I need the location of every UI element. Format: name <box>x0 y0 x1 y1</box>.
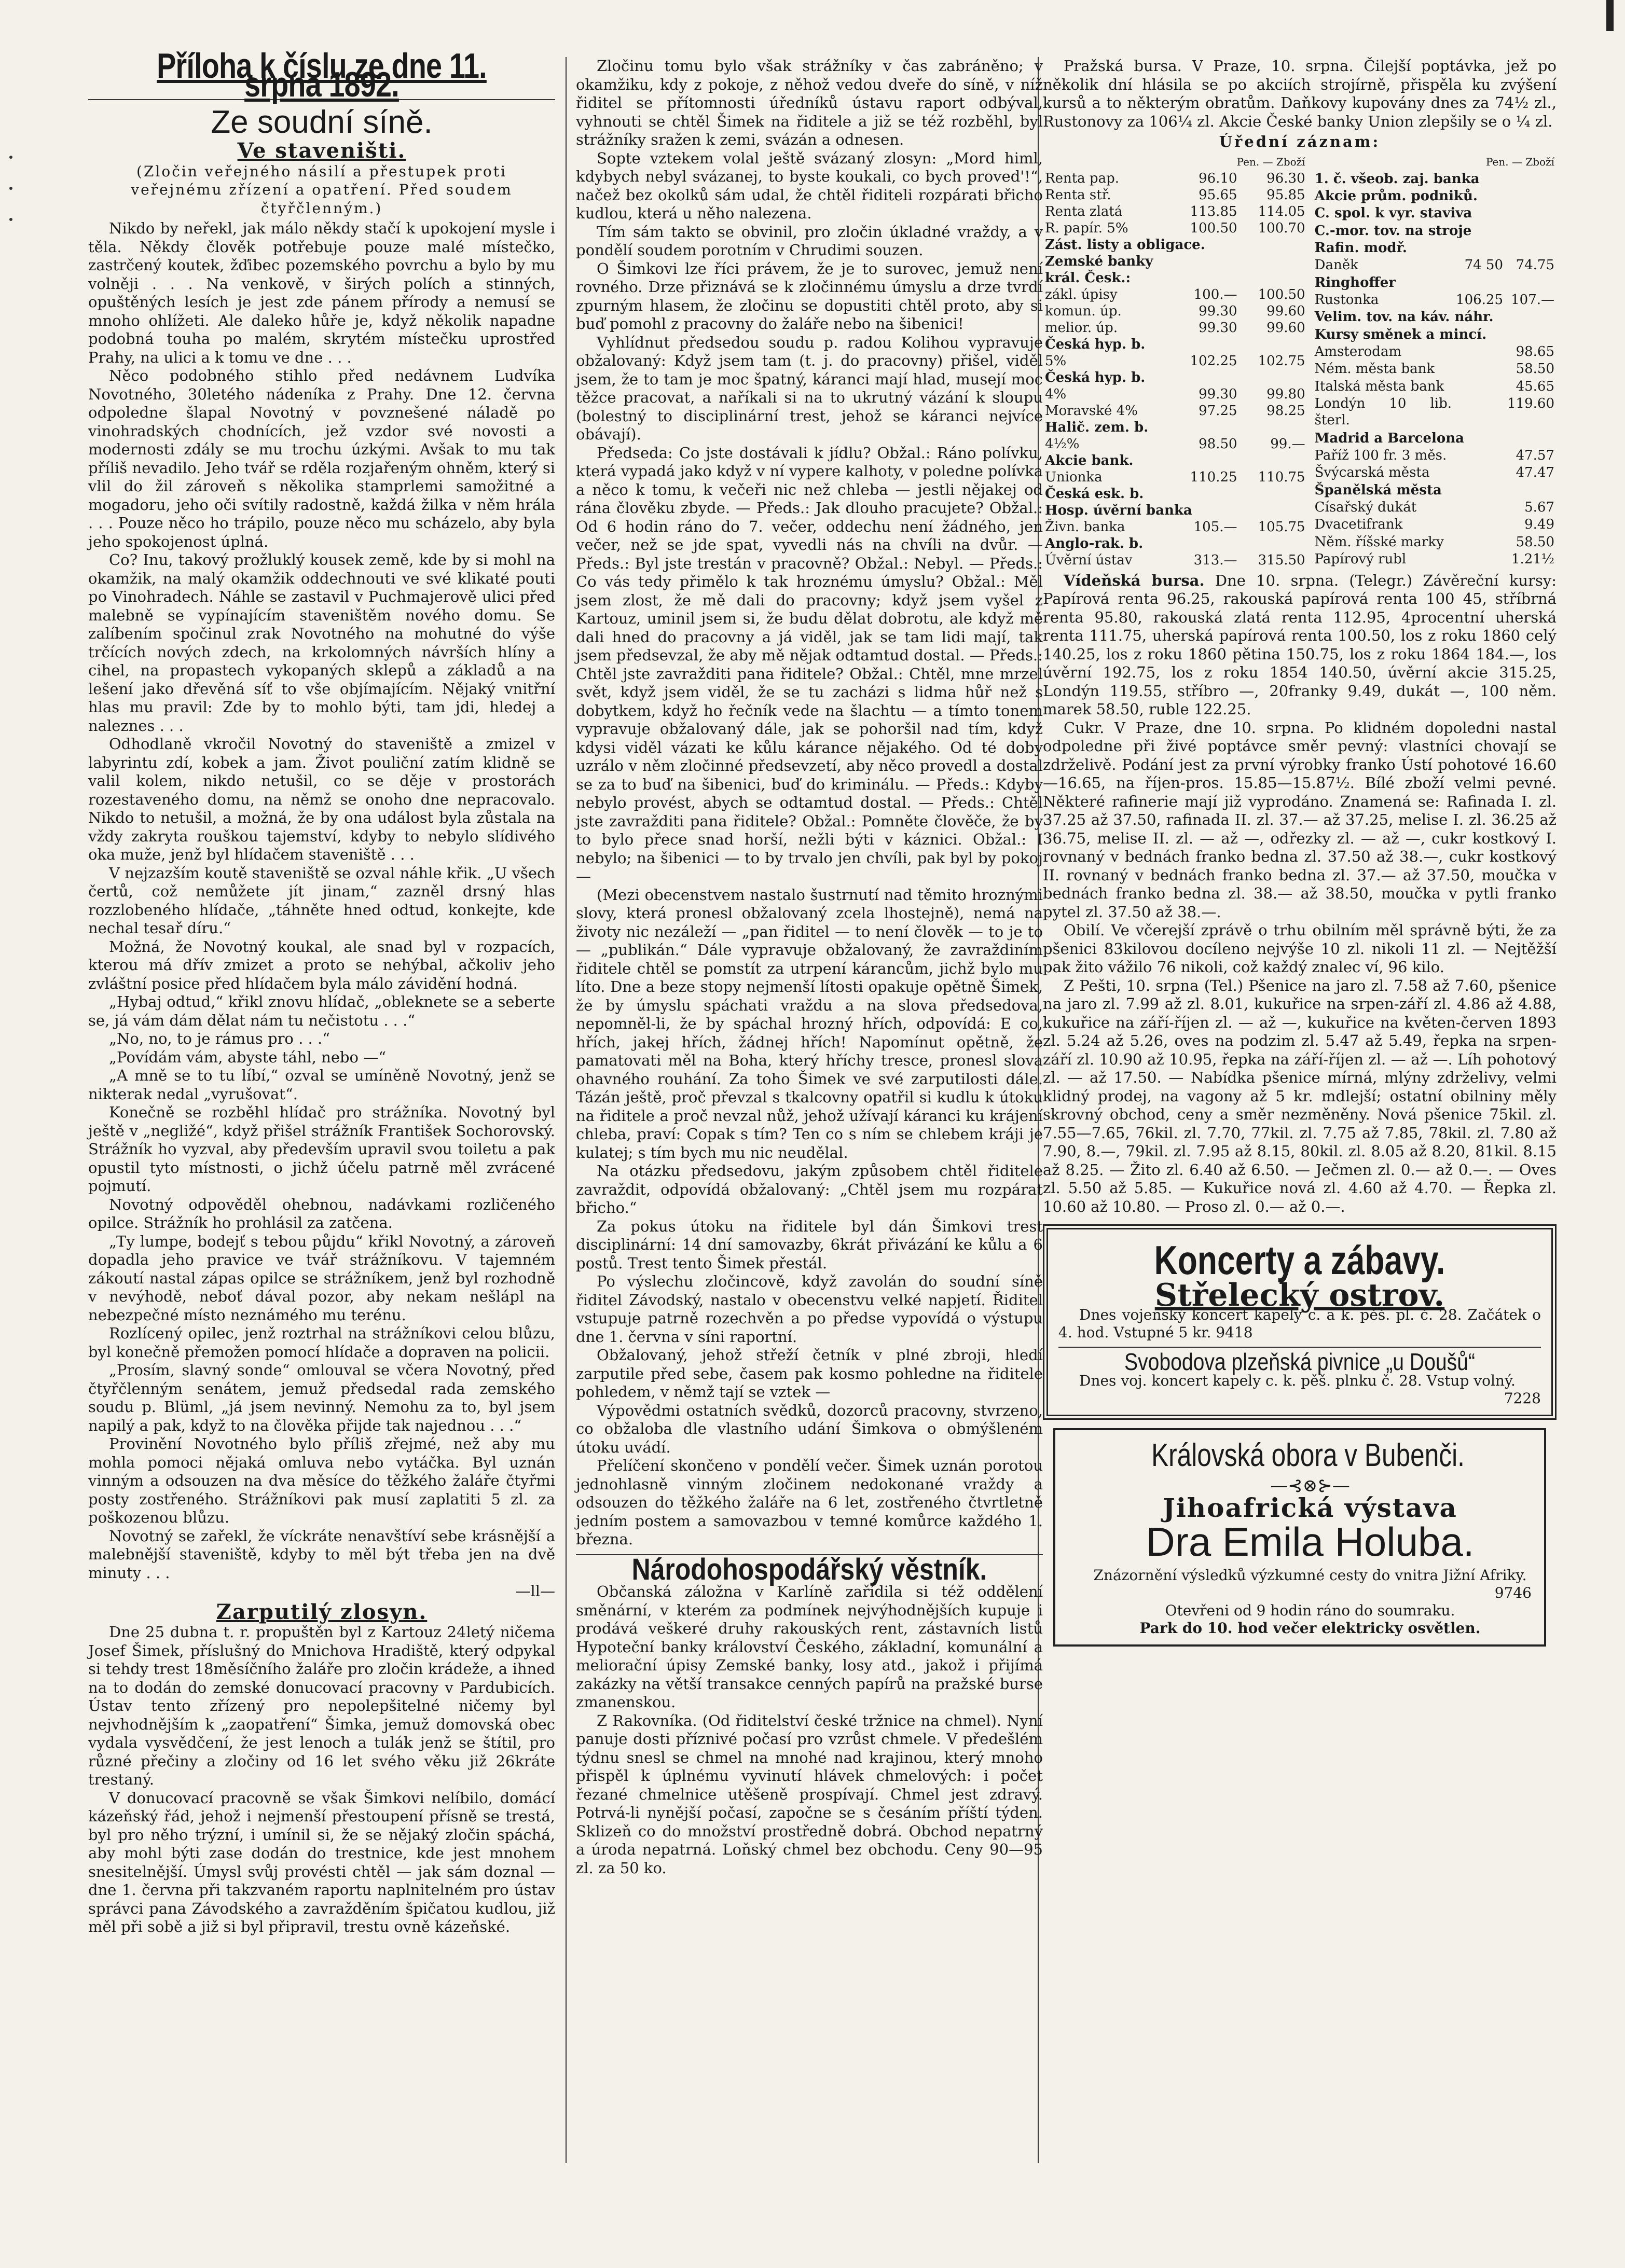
ornament: —⊰⊗⊱— <box>1270 1475 1350 1496</box>
rate-label: Ném. města bank <box>1314 361 1435 377</box>
rate-value: 99.60 <box>1266 303 1305 319</box>
rate-value <box>1454 447 1505 464</box>
advert-text: Otevřeni od 9 hodin ráno do soumraku. <box>1165 1602 1455 1619</box>
rate-label: Renta pap. <box>1045 170 1119 186</box>
rate-label: melior. úp. <box>1045 320 1118 336</box>
rate-row <box>1313 482 1557 499</box>
advert-subtitle: Svobodova plzeňská pivnice „u Doušů“ <box>1124 1348 1475 1375</box>
paragraph: Novotný se zařekl, že víckráte nenavštíví sebe krásnější a malebnější staveniště, kdyby to měl být třeba jen na dvě minuty . . . <box>88 1527 555 1582</box>
paragraph: „A mně se to tu líbí,“ ozval se umíněně Novotný, jenž se nikterak nedal „vyrušovat“. <box>88 1067 555 1103</box>
paragraph: Rozlícený opilec, jenž roztrhal na strážníkovi celou blůzu, byl konečně přemožen pomocí hlídače a dopraven na policii. <box>88 1324 555 1361</box>
column-1 <box>88 46 555 1937</box>
rate-label: Ringhoffer <box>1314 274 1396 291</box>
rate-value <box>1454 378 1505 395</box>
signature: —ll— <box>515 1582 555 1600</box>
paragraph: Dne 25 dubna t. r. propuštěn byl z Kartouz 24letý ničema Josef Šimek, příslušný do Mnichova Hradiště, který odpykal si tehdy trest 18měsíčního žaláře pro zločin krádeže, a ihned na to dodán do zemské donucovací pracovny v Pardubicích. Ústav tento zřízený pro nepolepšitelné ničemy byl nejvhodnějším k „zaopatření“ Šimka, jemuž domovská obec vydala vysvědčení, že jest lenoch a tulák jenž se štítil, pro různé přečiny a zločiny od 16 let svého věku již 26kráte trestaný. <box>88 1623 555 1788</box>
rate-value: 47.57 <box>1516 448 1554 464</box>
rate-value: 5.67 <box>1524 500 1554 516</box>
rate-label: Papírový rubl <box>1314 551 1407 568</box>
paragraph: Novotný odpověděl ohebnou, nadávkami rozličeného opilce. Strážník ho prohlásil za zatčena. <box>88 1195 555 1232</box>
rates-table-right <box>1313 154 1557 569</box>
section-title: Ze soudní síně. <box>211 104 433 140</box>
rate-value: 106.25 <box>1456 292 1504 308</box>
rate-row <box>1313 326 1557 343</box>
table-head: Pen. — Zboží <box>1485 155 1554 168</box>
rate-value: 315.50 <box>1258 552 1305 568</box>
rate-label: Hosp. úvěrní banka <box>1045 502 1192 518</box>
rate-value: 99.30 <box>1199 320 1237 336</box>
rate-row <box>1313 188 1557 205</box>
rate-row <box>1043 502 1307 519</box>
rate-value <box>1454 464 1505 481</box>
rate-row <box>1043 270 1307 286</box>
rate-label: Česká hyp. b. <box>1045 336 1146 352</box>
rate-row <box>1043 519 1307 535</box>
rate-row <box>1043 486 1307 502</box>
rate-label: Amsterodam <box>1314 344 1402 360</box>
rate-row <box>1043 552 1307 569</box>
rate-value: 74 50 <box>1464 257 1504 273</box>
rate-value: 96.30 <box>1266 170 1305 186</box>
rate-label: Něm. říšské marky <box>1314 534 1444 550</box>
advert-text: Dnes voj. koncert kapely c. k. pěš. plnku č. 28. Vstup volný. <box>1079 1372 1516 1389</box>
article-subtitle: (Zločin veřejného násilí a přestupek proti veřejnému zřízení a opatření. Před soudem čtyřčlenným.) <box>131 162 513 217</box>
rate-label: Španělská města <box>1314 482 1442 498</box>
rate-value <box>1454 551 1505 568</box>
rate-value: 99.— <box>1270 436 1305 452</box>
rate-value: 58.50 <box>1516 534 1554 550</box>
rate-row <box>1313 257 1557 274</box>
paragraph: Sopte vztekem volal ještě svázaný zlosyn: „Mord himl, kdybych nebyl svázanej, to byste koukali, co bych proved'!“, načež bez okolků sám udal, že chtěl řiditeli rozpárati břicho kudlou, která u něho nalezena. <box>576 149 1043 222</box>
rates-table-left <box>1043 154 1307 569</box>
rate-value: 47.47 <box>1516 465 1554 481</box>
paragraph: O Šimkovi lze říci právem, že je to surovec, jemuž není rovného. Drze přiznává se k zločinnému úmyslu a drze tvrdí zpurným hlasem, že zločinu se dopustiti chtěl proto, aby si buď pomohl z pracovny do žaláře nebo na šibenici! <box>576 259 1043 333</box>
advert-title: Královská obora v Bubenči. <box>1151 1437 1465 1473</box>
rate-label: Akcie prům. podniků. <box>1314 188 1478 204</box>
rate-value: 313.— <box>1193 552 1237 568</box>
rate-label: Velim. tov. na káv. náhr. <box>1314 309 1494 325</box>
rate-label: Paříž 100 fr. 3 měs. <box>1314 448 1447 464</box>
rate-row <box>1043 320 1307 336</box>
rate-value: 102.75 <box>1258 353 1305 369</box>
advert-title: Koncerty a zábavy. <box>1154 1237 1445 1283</box>
paragraph: Co? Inu, takový prožluklý kousek země, kde by si mohl na okamžik, na malý okamžik oddechnouti ve své klikaté pouti po Vinohradech. Náhle se zastavil v Puchmajerově ulici před malebně se vypínajícím staveništěm nového domu. Se zalíbením spočinul zrak Novotného na mohutné do výše trčících nových zdech, na krkolomných návrších hlíny a cihel, na propastech vykopaných sklepů a základů a na lešení jako dřevěná síť to vše objímajícím. Nějaký vnitřní hlas mu pravil: Zde by to mohlo býti, tam jdi, hledej a naleznes . . . <box>88 551 555 735</box>
rate-row <box>1313 516 1557 533</box>
rate-row <box>1313 240 1557 257</box>
rate-label: Česká hyp. b. <box>1045 369 1146 385</box>
advert-text: Park do 10. hod večer elektricky osvětlen. <box>1139 1620 1481 1637</box>
paragraph: „Ty lumpe, bodejť s tebou půjdu“ křikl Novotný, a zároveň dopadla jeho pravice ve tvář strážníkovu. V tajemném zákoutí nastal zápas opilce se strážníkem, jenž byl rozhodně v nevýhodě, neboť dával pozor, aby nekam nešlápl na nebezpečné místo neznámého mu terénu. <box>88 1232 555 1324</box>
rate-row <box>1313 464 1557 481</box>
advert-subtitle: Střelecký ostrov. <box>1154 1277 1445 1313</box>
column-rule <box>566 57 567 2163</box>
rate-label: komun. úp. <box>1045 303 1122 319</box>
paragraph: Něco podobného stihlo před nedávnem Ludvíka Novotného, 30letého nádeníka z Prahy. Dne 12. června odpoledne šlapal Novotný v povznešené náladě po vinohradských chodnících, jež vzdor své novosti a modernosti zdály se mu trochu úzkými. Avšak to mu tak příliš nevadilo. Jeho tvář se rděla rozjařeným ohněm, který si vlil do žil zároveň s několika stamprlemi samožitné a mogadoru, jeho oči svítily radostně, každá žilka v něm hrála . . . Pouze něco ho trápilo, pouze něco mu scházelo, aby byla jeho spokojenost úplná. <box>88 367 555 550</box>
rate-row <box>1043 286 1307 303</box>
rate-value: 74.75 <box>1516 257 1554 273</box>
rate-label: 4½% <box>1045 436 1080 452</box>
table-head: Pen. — Zboží <box>1236 155 1305 168</box>
rate-row <box>1313 223 1557 240</box>
rate-value <box>1454 499 1505 516</box>
rate-row <box>1043 203 1307 220</box>
rate-value <box>1454 395 1505 430</box>
rate-value <box>1454 534 1505 551</box>
margin-dot <box>9 156 12 159</box>
article-title: Zarputilý zlosyn. <box>216 1599 428 1624</box>
paragraph: Z Rakovníka. (Od řiditelství české tržnice na chmel). Nyní panuje dosti příznivé počasí pro vzrůst chmele. V předešlém týdnu snesl se chmel na mnohé nad krajinou, který mnoho přispěl k úplnému vyvinutí hlávek chmelových: i počet řezané chmelnice utěšeně prospívají. Chmel jest zdravý. Potrvá-li nynější počasí, započne se s česáním příští týden. Sklizeň co do množství prostředně dobrá. Obchod nepatrný a úroda nepatrná. Loňský chmel bez obchodu. Ceny 90—95 zl. za 50 ko. <box>576 1711 1043 1877</box>
rate-value: 105.75 <box>1258 519 1305 535</box>
rate-row <box>1043 535 1307 552</box>
paragraph: Předseda: Co jste dostávali k jídlu? Obžal.: Ráno polívku, která vypadá jako když v ní vypere kalhoty, v poledne polívka a něco k tomu, k večeři nic než chleba — jestli nějakej od rána člověku zbyde. — Předs.: Jak dlouho pracujete? Obžal.: Od 6 hodin ráno do 7. večer, oddechu není žádného, jen večer, než se jde spat, vyvedli nás na chvíli na dvůr. — Předs.: Byl jste trestán v pracovně? Obžal.: Nebyl. — Předs.: Co vás tedy přimělo k tak hroznému úmyslu? Obžal.: Měl jsem zlost, že mě dali do pracovny; když jsem vyšel z Kartouz, uminil jsem si, že budu dělat dobrotu, ale když mě dali hned do pracovny a já viděl, jak se tam lidi mají, tak jsem předsevzal, že aby mě nějak odtamtud dostal. — Předs.: Chtěl jste zavražditi pana řiditele? Obžal.: Chtěl, mne mrzel svět, když jsem viděl, že se tu zacházi s lidma hůř než s dobytkem, když ho řečník vede na šlachtu — a tímto tonem vypravuje obžalovaný dále, jak se pohoršil nad tím, když kdysi viděl vázati ke kůlu kárance nějakého. Od té doby uzrálo v něm zločinné předsevzetí, aby něco provedl a dostal se za to buď na šibenici, buď do kriminálu. — Předs.: Kdyby nebylo provést, abych se odtamtud dostal. — Předs.: Chtěl jste zavražditi pana řiditele? Obžal.: Pomněte člověče, že by to bylo přece snad horší, nežli býti v káznici. Obžal.: I nebylo; na šibenici — to by trvalo jen chvíli, pak byl by pokoj — <box>576 444 1043 885</box>
rate-label: král. Česk.: <box>1045 270 1131 286</box>
rate-value: 100.50 <box>1258 286 1305 302</box>
rate-row <box>1043 469 1307 486</box>
rate-row <box>1043 237 1307 253</box>
rate-label: Madrid a Barcelona <box>1314 430 1464 446</box>
advert-number: 7228 <box>1504 1390 1541 1407</box>
paragraph: Vyhlídnut předsedou soudu p. radou Kolihou vypravuje obžalovaný: Když jsem tam (t. j. do pracovny) přišel, viděl jsem, že to tam je moc špatný, káranci mají hlad, musejí moc těžce pracovat, a naříkali si na to ukrutný vázání k sloupu (bolestný to disciplinární trest, jehož se káranci nejvíce obávají). <box>576 333 1043 443</box>
paragraph: Výpovědmi ostatních svědků, dozorců pracovny, stvrzeno, co obžaloba dle vlastního udání Šimkova o obmýšleném útoku uvádí. <box>576 1401 1043 1456</box>
rate-row <box>1313 343 1557 361</box>
rate-value: 9.49 <box>1524 517 1554 533</box>
rate-value: 99.30 <box>1199 386 1237 402</box>
vienna-text: Dne 10. srpna. (Telegr.) Závěreční kursy: Papírová renta 96.25, rakouská papírová renta 100 45, stříbrná renta 95.80, rakouská zlatá renta 112.95, 4procentní uherská renta 111.75, uherská papírová renta 100.50, los z roku 1860 celý 140.25, los z roku 1860 pětina 150.75, los z roku 1864 184.—, los úvěrní 192.75, los z roku 1854 140.50, úvěrní akcie 315.25, Londýn 119.55, stříbro —, 20franky 9.49, dukát —, 100 něm. marek 58.50, ruble 122.25. <box>1043 571 1557 718</box>
paragraph: Cukr. V Praze, dne 10. srpna. Po klidném dopoledni nastal odpoledne při živé poptávce směr pevný: vlastníci chovají se zdrželivě. Podání jest za první výrobky franko Ústí pohotové 16.60—16.65, na říjen-pros. 15.85—15.87½. Bílé zboží velmi pevné. Některé rafinerie mají již vyprodáno. Znamená se: Rafinada I. zl. 37.25 až 37.50, rafinada II. zl. 37.— až 37.25, melise I. zl. 36.25 až 36.75, melise II. zl. — až —, odřezky zl. — až —, cukr kostkový I. rovnaný v bednách franko bedna zl. 37.50 až 38.—, cukr kostkový II. rovnaný v bednách franko bedna zl. 37.— až 37.50, moučka v bednách franko bedna zl. 38.— až 38.50, moučka v pytli franko pytel zl. 37.50 až 38.—. <box>1043 718 1557 921</box>
rate-label: C. spol. k vyr. staviva <box>1314 205 1472 222</box>
rate-label: C.-mor. tov. na stroje <box>1314 223 1472 239</box>
economy-title: Národohospodářský věstník. <box>631 1552 987 1586</box>
rate-row <box>1043 303 1307 320</box>
rate-row <box>1313 309 1557 326</box>
rate-value: 100.70 <box>1258 220 1305 236</box>
paragraph: Občanská záložna v Karlíně zařídila si též oddělení směnární, v kterém za podmínek nejvýhodnějších kupuje i prodává veškeré druhy rakouských rent, zástavních listů Hypoteční banky království Českého, základní, komunální a meliorační úpisy Zemské banky, losy atd., jakož i přijímá zakázky na větší transakce cenných papírů na pražské burse zmanenskou. <box>576 1583 1043 1711</box>
rate-row <box>1043 187 1307 203</box>
rate-label: Moravské 4% <box>1045 403 1138 419</box>
rate-row <box>1313 430 1557 447</box>
rate-value: 45.65 <box>1516 378 1554 394</box>
rate-row <box>1313 361 1557 378</box>
rate-row <box>1043 452 1307 469</box>
paragraph: „Povídám vám, abyste táhl, nebo —“ <box>109 1048 387 1066</box>
rate-value: 110.25 <box>1190 469 1237 485</box>
rates-tables <box>1043 154 1557 569</box>
rate-value: 99.80 <box>1266 386 1305 402</box>
rate-row <box>1313 499 1557 516</box>
paragraph: Nikdo by neřekl, jak málo někdy stačí k upokojení mysle i těla. Někdy člověk potřebuje pouze malé místečko, zastrčený koutek, žďibec pozemského povrchu a bylo by mu volněji . . . Na venkově, v širých polích a stinných, opuštěných lesích je jest zde pánem přírody a nemusí se mnoho ohlížeti. Ale daleko hůře je, když několik napadne podobná touha po malém, skrytém místečku uprostřed Prahy, na ulici a k tomu ve dne . . . <box>88 219 555 366</box>
paragraph: Po výslechu zločincově, když zavolán do soudní síně řiditel Závodský, nastalo v obecenstvu velké napjetí. Řiditel vstupuje patrně rozechvěn a po předse vypovídá o výstupu dne 1. června v síni raportní. <box>576 1273 1043 1346</box>
issue-heading: Příloha k číslu ze dne 11. srpna 1892. <box>157 46 487 104</box>
rate-value: 96.10 <box>1199 170 1237 186</box>
paragraph: Pražská bursa. V Praze, 10. srpna. Čilejší poptávka, jež po několik dní hlásila se po akciích strojírně, přispěla ku zvýšení kursů a to některým obratům. Daňkovy kupovány dnes za 74½ zl., Rustonovy za 106¼ zl. Akcie České banky Union zlepšily se o ¼ zl. <box>1043 57 1557 130</box>
column-2 <box>576 57 1043 1877</box>
rate-label: Akcie bank. <box>1045 452 1134 468</box>
rate-value: 98.25 <box>1266 403 1305 419</box>
paragraph: Odhodlaně vkročil Novotný do staveniště a zmizel v labyrintu zdí, kobek a jam. Život pouliční zatím klidně se valil kolem, nikdo netušil, co se děje v prostorách rozestaveného domu, na němž se onoho dne nepracovalo. Nikdo to netušil, a možná, že by ona událost byla zůstala na vždy zakryta rouškou tajemství, kdyby to nebylo slídivého oka muže, jenž byl hlídačem staveniště . . . <box>88 735 555 863</box>
rate-value: 105.— <box>1193 519 1237 535</box>
rate-value <box>1454 343 1505 361</box>
rate-row <box>1313 447 1557 464</box>
rate-label: Zemské banky <box>1045 253 1153 269</box>
advert-number: 9418 <box>1216 1323 1253 1341</box>
rate-value: 58.50 <box>1516 361 1554 377</box>
rate-label: 4% <box>1045 386 1067 402</box>
edge-mark <box>1606 0 1614 31</box>
concerts-advert <box>1043 1224 1557 1420</box>
rate-value: 97.25 <box>1199 403 1237 419</box>
rate-value: 102.25 <box>1190 353 1237 369</box>
advert-text: Dnes vojenský koncert kapely c. a k. pěš. pl. č. 28. Začátek o 4. hod. Vstupné 5 kr. <box>1058 1306 1541 1341</box>
rate-value: 119.60 <box>1507 396 1554 412</box>
paragraph: „Prosím, slavný sonde“ omlouval se včera Novotný, před čtyřčlenným senátem, jemuž předsedal rada zemského soudu p. Blüml, „já jsem nevinný. Nemohu za to, byl jsem napilý a pak, když to na člověka přijde tak najednou . . .“ <box>88 1361 555 1434</box>
rate-row <box>1313 378 1557 395</box>
rate-label: Česká esk. b. <box>1045 486 1144 502</box>
advert-number: 9746 <box>1494 1584 1532 1601</box>
rate-value: 98.50 <box>1199 436 1237 452</box>
paragraph: Tím sám takto se obvinil, pro zločin úkladné vraždy, a v pondělí soudem porotním v Chrudimi souzen. <box>576 223 1043 259</box>
rate-row <box>1043 403 1307 419</box>
rate-label: Unionka <box>1045 469 1103 485</box>
rate-label: Zást. listy a obligace. <box>1045 237 1205 253</box>
rate-label: Rustonka <box>1314 292 1379 308</box>
rate-label: Renta zlatá <box>1045 203 1123 219</box>
advert-text: Znázornění výsledků výzkumné cesty do vnitra Jižní Afriky. <box>1093 1567 1527 1584</box>
paragraph: Na otázku předsedovu, jakým způsobem chtěl řiditele zavraždit, odpovídá obžalovaný: „Chtěl jsem mu rozpárat břicho.“ <box>576 1162 1043 1216</box>
rate-label: R. papír. 5% <box>1045 220 1128 236</box>
paragraph: Konečně se rozběhl hlídač pro strážníka. Novotný byl ještě v „negližé“, když přišel strážník František Sochorovský. Strážník ho vyzval, aby především upravil svou toiletu a pak opustil tyto místnosti, o jichž účelu patrně měl zvrácené pojmutí. <box>88 1103 555 1195</box>
rate-label: Císařský dukát <box>1314 500 1417 516</box>
advert-name: Dra Emila Holuba. <box>1146 1519 1475 1565</box>
paragraph: V nejzazším koutě staveniště se ozval náhle křik. „U všech čertů, což nemůžete jít jinam,“ zazněl drsný hlas rozzlobeného hlídače, „táhněte hned odtud, konkejte, kde nechal tesař díru.“ <box>88 864 555 937</box>
rate-value: 100.— <box>1193 286 1237 302</box>
rate-value: 95.85 <box>1266 187 1305 203</box>
rate-label: Dvacetifrank <box>1314 517 1403 533</box>
rate-value: 100.50 <box>1190 220 1237 236</box>
rate-row <box>1313 551 1557 568</box>
rate-value: 99.60 <box>1266 320 1305 336</box>
vienna-title: Vídeňská bursa. <box>1064 571 1205 589</box>
rate-label: Italská města bank <box>1314 378 1444 394</box>
rate-label: Švýcarská města <box>1314 465 1430 481</box>
divider <box>1058 1347 1541 1348</box>
paragraph: Provinění Novotného bylo příliš zřejmé, než aby mu mohla pomoci nějaká omluva nebo vytáčka. Byl uznán vinným a odsouzen na dva měsíce do těžkého žaláře čtyřmi posty zostřeného. Strážníkovi pak musí zaplatiti 5 zl. za poškozenou blůzu. <box>88 1435 555 1526</box>
paragraph: Z Pešti, 10. srpna (Tel.) Pšenice na jaro zl. 7.58 až 7.60, pšenice na jaro zl. 7.99 až zl. 8.01, kukuřice na srpen-září zl. 4.86 až 4.88, kukuřice na září-říjen zl. — až —, kukuřice na květen-červen 1893 zl. 5.24 až 5.26, oves na podzim zl. 5.47 až 5.49, řepka na srpen-září zl. 10.90 až 10.95, řepka na září-říjen zl. — až —. Líh pohotový zl. — až 17.50. — Nabídka pšenice mírná, mlýny zdrželivy, velmi klidný prodej, na vagony až 5 kr. mdlejší; ostatní obilniny měly skrovný obchod, ceny a směr nezměněny. Nová pšenice 75kil. zl. 7.55—7.65, 76kil. zl. 7.70, 77kil. zl. 7.75 až 7.85, 78kil. zl. 7.80 až 7.90, 8.—, 79kil. zl. 7.95 až 8.15, 80kil. zl. 8.05 až 8.20, 81kil. 8.15 až 8.25. — Žito zl. 6.40 až 6.50. — Ječmen zl. 0.— až 0.—. — Oves zl. 5.50 až 5.85. — Kukuřice nová zl. 4.60 až 4.70. — Řepka zl. 10.60 až 10.80. — Proso zl. 0.— až 0.—. <box>1043 976 1557 1215</box>
rate-label: Živn. banka <box>1045 519 1125 535</box>
paragraph: Obžalovaný, jehož střeží četník v plné zbroji, hledí zarputile před sebe, časem pak kosmo pohledne na řiditele pohledem, v němž tají se vztek — <box>576 1346 1043 1401</box>
rate-value: 107.— <box>1511 292 1554 308</box>
rate-label: Renta stř. <box>1045 187 1111 203</box>
rate-row <box>1043 419 1307 436</box>
rate-row <box>1313 395 1557 430</box>
rate-value: 1.21½ <box>1511 551 1554 568</box>
rate-row <box>1043 353 1307 369</box>
paragraph: Za pokus útoku na řiditele byl dán Šimkovi trest disciplinární: 14 dní samovazby, 6krát přivázání ke kůlu a 6 postů. Trest tento Šimek přestál. <box>576 1217 1043 1272</box>
official-record-title: Úřední záznam: <box>1219 133 1381 150</box>
rate-value <box>1454 516 1505 533</box>
paragraph: V donucovací pracovně se však Šimkovi nelíbilo, domácí kázeňský řád, jehož i nejmenší přestoupení přísně se trestá, byl pro něho trýzní, i umínil si, že se nějaký zločin spáchá, aby mohl býti zase dodán do trestnice, kde jest mnohem snesitelnější. Úmysl svůj provésti chtěl — jak sám doznal — dne 1. června při takzvaném raportu naplnitelném pro ústav správci pana Závodského a zavražděním špičatou kudlou, již měl při sobě a již si byl připravil, trestu ovně kázeňské. <box>88 1789 555 1935</box>
rate-value: 98.65 <box>1516 344 1554 360</box>
rate-row <box>1313 292 1557 309</box>
rate-label: 1. č. všeob. zaj. banka <box>1314 171 1480 187</box>
rate-value: 95.65 <box>1199 187 1237 203</box>
rate-row <box>1043 170 1307 187</box>
paragraph: (Mezi obecenstvem nastalo šustrnutí nad těmito hroznými slovy, která pronesl obžalovaný zcela lhostejně), nemá na životy nic nezáleží — „pan řiditel — to není člověk — to je to — „publikán.“ Dále vypravuje obžalovaný, že zavraždiním řiditele chtěl se pomstít za utrpení kárancům, jichž bylo mu líto. Dne a beze stopy nejmenší lítosti opakuje opětně Šimek, že by úmyslu spáchati vraždu a na slova předsedova, nepomněl-li, že by spáchal hrozný hřích, odpovídá: E co, hřích, jakej hřích, žádnej hřích! Napomínut opětně, že pamatovati měl na Boha, který hříchy tresce, pronesl slova ohavného rouhání. Za toho Šimek ve své zarputilosti dále. Tázán ještě, proč převzal s tkalcovny opatřil si kudlu k útoku na řiditele a proč nevzal nůž, jehož užívají káranci ku krájení chleba, praví: Copak s tím? Ten co s ním se chlebem kráji je kulatej; s tím bych mu nic neudělal. <box>576 886 1043 1161</box>
rate-row <box>1043 336 1307 353</box>
column-3 <box>1043 57 1557 1647</box>
rate-row <box>1043 253 1307 270</box>
rate-value: 113.85 <box>1190 203 1237 219</box>
advert-subtitle: Jihoafrická výstava <box>1163 1492 1457 1523</box>
paragraph: Zločinu tomu bylo však strážníky v čas zabráněno; v okamžiku, kdy z pokoje, z něhož vedou dveře do síně, v níž řiditel se přítomnosti úředníků ústavu raport odbýval, vyhnouti se chtěl Šimek na řiditele a již se též rozběhl, byl strážníky sražen k zemi, svázán a odnesen. <box>576 57 1043 148</box>
margin-dot <box>9 218 12 221</box>
rate-row <box>1313 274 1557 292</box>
rate-row <box>1043 436 1307 452</box>
rate-label: Kursy směnek a mincí. <box>1314 326 1487 342</box>
paragraph: Možná, že Novotný koukal, ale snad byl v rozpacích, kterou má dřív zmizet a proto se nehýbal, ačkoliv jeho zvláštní posice před hlídačem byla málo závidění hodná. <box>88 937 555 992</box>
rate-label: Halič. zem. b. <box>1045 419 1149 435</box>
rate-label: Anglo-rak. b. <box>1045 535 1144 551</box>
rate-row <box>1313 205 1557 222</box>
rate-label: Londýn 10 lib. šterl. <box>1314 396 1452 428</box>
paragraph: Obilí. Ve včerejší zprávě o trhu obilním měl správně býti, že za pšenici 83kilovou docíleno nejvýše 10 zl. nikoli 11 zl. — Nejtěžší pak žito vážilo 76 nikoli, což každý znalec ví, 96 kilo. <box>1043 921 1557 976</box>
rate-label: Daněk <box>1314 257 1358 273</box>
rate-value: 99.30 <box>1199 303 1237 319</box>
rate-row <box>1313 534 1557 551</box>
rate-row <box>1043 369 1307 386</box>
holub-exhibition-advert <box>1053 1428 1546 1647</box>
rate-value: 114.05 <box>1258 203 1305 219</box>
rate-row <box>1313 171 1557 188</box>
rate-row <box>1043 386 1307 403</box>
paragraph: „Hybaj odtud,“ křikl znovu hlídač, „obleknete se a seberte se, já vám dám dělat nám tu nečistotu . . .“ <box>88 993 555 1029</box>
article-title: Ve staveništi. <box>237 139 406 163</box>
rate-label: zákl. úpisy <box>1045 286 1118 302</box>
rate-label: Rafin. modř. <box>1314 240 1407 256</box>
rate-value <box>1454 361 1505 378</box>
margin-dot <box>9 187 12 190</box>
rate-label: Úvěrní ústav <box>1045 552 1133 568</box>
rate-label: 5% <box>1045 353 1067 369</box>
paragraph: Přelíčení skončeno v pondělí večer. Šimek uznán porotou jednohlasně vinným zločinem nedokonané vraždy a odsouzen do těžkého žaláře na 6 let, zostřeného čtvrtletně jedním postem a samovazbou v temné komůrce každého 1. března. <box>576 1457 1043 1548</box>
rate-value: 110.75 <box>1258 469 1305 485</box>
rate-row <box>1043 220 1307 237</box>
paragraph: „No, no, to je rámus pro . . .“ <box>109 1030 330 1047</box>
